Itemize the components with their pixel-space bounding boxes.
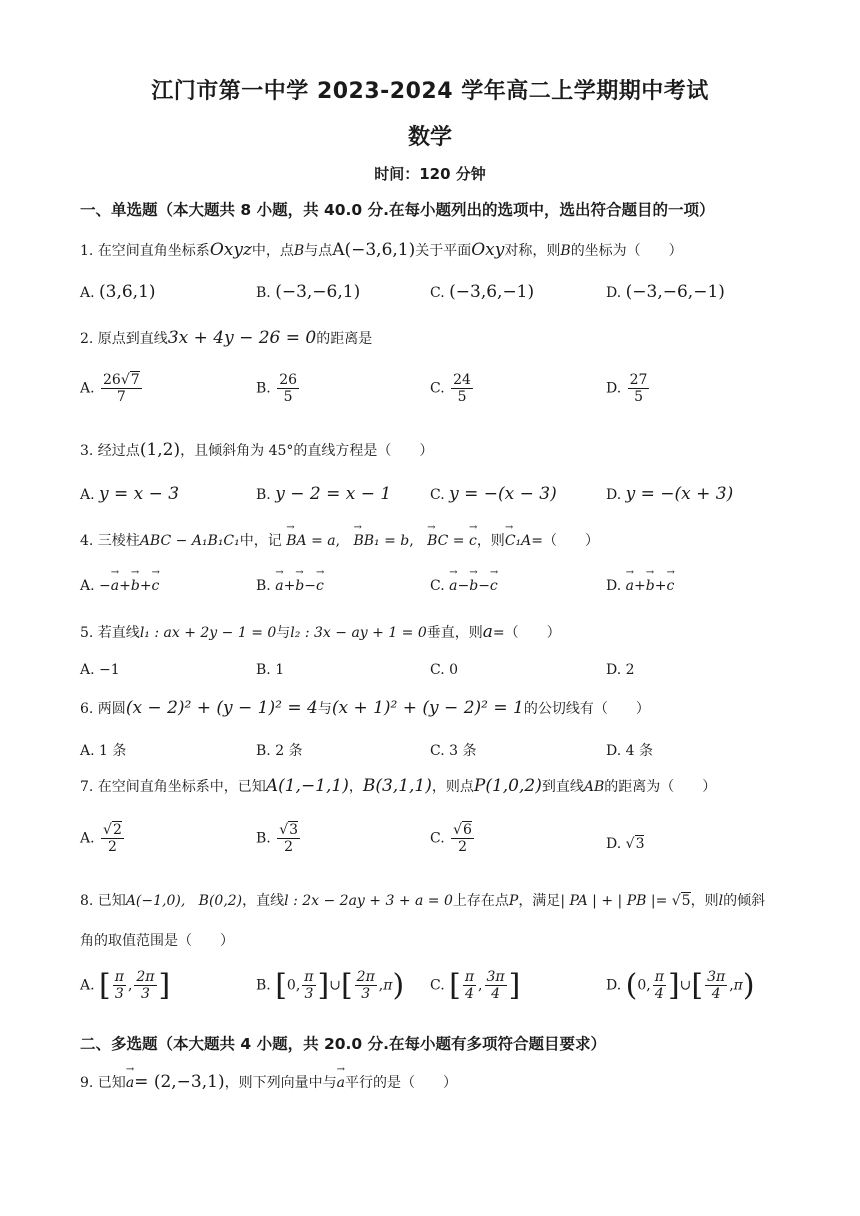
q4-option-d: D. → a+→ b+→ c bbox=[606, 578, 674, 594]
q4-option-b: B. → a+→ b−→ c bbox=[256, 578, 324, 594]
question-5: 5. 若直线l₁ : ax + 2y − 1 = 0与l₂ : 3x − ay + 1 = 0垂直，则a=（ ） bbox=[80, 622, 561, 642]
q3-option-c: C. y = −(x − 3) bbox=[430, 484, 557, 504]
question-6: 6. 两圆(x − 2)² + (y − 1)² = 4与(x + 1)² + (y − 2)² = 1的公切线有（ ） bbox=[80, 698, 650, 718]
q3-option-d: D. y = −(x + 3) bbox=[606, 484, 734, 504]
q7-option-a: A. $\frac{√2}{2}$ bbox=[80, 822, 122, 856]
q8-option-a: A. [ $\frac{\pi}{3}$ , $\frac{2\pi}{3}$ ] bbox=[80, 968, 171, 1003]
q3-option-a: A. y = x − 3 bbox=[80, 484, 180, 504]
question-9: 9. 已知→ a= (2,−3,1)，则下列向量中与→ a平行的是（ ） bbox=[80, 1072, 457, 1092]
exam-title: 江门市第一中学 2023-2024 学年高二上学期期中考试 bbox=[151, 79, 709, 104]
q2-option-b: B. $\frac{26}{5}$ bbox=[256, 372, 298, 406]
q4-option-c: C. → a−→ b−→ c bbox=[430, 578, 498, 594]
q2-option-d: D. $\frac{27}{5}$ bbox=[606, 372, 648, 406]
question-3: 3. 经过点(1,2)，且倾斜角为 45°的直线方程是（ ） bbox=[80, 440, 434, 460]
question-8-line2: 角的取值范围是（ ） bbox=[80, 933, 234, 949]
q2-option-a: A. $\frac{26√7}{7}$ bbox=[80, 372, 140, 406]
q1-option-d: D. (−3,−6,−1) bbox=[606, 282, 725, 302]
q8-option-d: D. (0, $\frac{\pi}{4}$ ]∪[ $\frac{3\pi}{4}$ ,π) bbox=[606, 968, 755, 1003]
q7-option-c: C. $\frac{√6}{2}$ bbox=[430, 822, 472, 856]
question-2: 2. 原点到直线3x + 4y − 26 = 0的距离是 bbox=[80, 328, 373, 348]
section-single-choice: 一、单选题（本大题共 8 小题，共 40.0 分.在每小题列出的选项中，选出符合题目的一项） bbox=[80, 201, 715, 219]
q7-option-d: D. √3 bbox=[606, 836, 645, 852]
question-1: 1. 在空间直角坐标系Oxyz中，点B与点A(−3,6,1)关于平面Oxy对称，则B的坐标为（ ） bbox=[80, 240, 683, 260]
q1-option-a: A. (3,6,1) bbox=[80, 282, 156, 302]
exam-time: 时间：120 分钟 bbox=[374, 165, 486, 183]
q6-option-b: B. 2 条 bbox=[256, 743, 303, 759]
q5-option-c: C. 0 bbox=[430, 662, 459, 678]
q5-option-a: A. −1 bbox=[80, 662, 120, 678]
section-multiple-choice: 二、多选题（本大题共 4 小题，共 20.0 分.在每小题有多项符合题目要求） bbox=[80, 1035, 607, 1053]
exam-subject: 数学 bbox=[407, 125, 452, 150]
q1-option-c: C. (−3,6,−1) bbox=[430, 282, 535, 302]
q4-option-a: A. −→ a+→ b+→ c bbox=[80, 578, 159, 594]
question-4: 4. 三棱柱ABC − A₁B₁C₁中，记 → BA = a, → BB₁ = b, → BC = → c，则→ C₁A=（ ） bbox=[80, 530, 599, 550]
q6-option-a: A. 1 条 bbox=[80, 743, 127, 759]
q7-option-b: B. $\frac{√3}{2}$ bbox=[256, 822, 299, 856]
q1-option-b: B. (−3,−6,1) bbox=[256, 282, 361, 302]
question-7: 7. 在空间直角坐标系中，已知A(1,−1,1)，B(3,1,1)，则点P(1,0,2)到直线AB的距离为（ ） bbox=[80, 776, 717, 796]
q5-option-d: D. 2 bbox=[606, 662, 635, 678]
q8-option-c: C. [ $\frac{\pi}{4}$ , $\frac{3\pi}{4}$ ] bbox=[430, 968, 521, 1003]
q3-option-b: B. y − 2 = x − 1 bbox=[256, 484, 392, 504]
q5-option-b: B. 1 bbox=[256, 662, 285, 678]
q8-option-b: B. [0, $\frac{\pi}{3}$ ]∪[ $\frac{2\pi}{3}$ ,π) bbox=[256, 968, 405, 1003]
question-8: 8. 已知A(−1,0), B(0,2)，直线l : 2x − 2ay + 3 + a = 0上存在点P，满足| PA | + | PB |= √5，则l的倾斜 bbox=[80, 893, 766, 909]
q6-option-c: C. 3 条 bbox=[430, 743, 477, 759]
q2-option-c: C. $\frac{24}{5}$ bbox=[430, 372, 471, 406]
q6-option-d: D. 4 条 bbox=[606, 743, 653, 759]
